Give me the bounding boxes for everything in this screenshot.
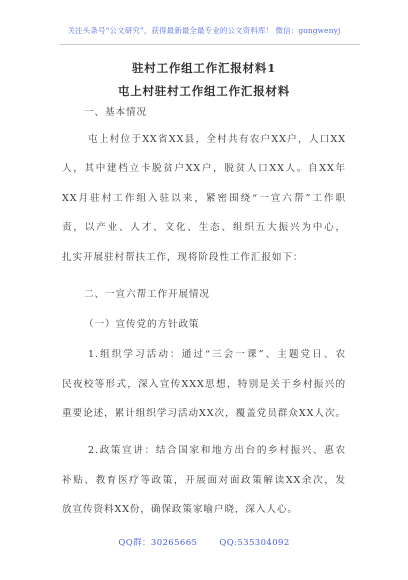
section-heading-basic: 一、基本情况 xyxy=(84,107,147,118)
header-banner: 关注头条号“公文研究”，获得最新最全最专业的公文资料库！ 微信：gongwenyj xyxy=(67,26,341,35)
paragraph-line: XX月驻村工作组入驻以来，紧密围绕“一宣六帮”工作职 xyxy=(62,193,346,204)
paragraph-line: 2.政策宣讲：结合国家和地方出台的乡村振兴、惠农 xyxy=(88,445,346,456)
paragraph-line: 放宣传资料XX份，确保政策家喻户晓，深入人心。 xyxy=(62,504,298,515)
paragraph-line: 1.组织学习活动：通过“三会一课”、主题党日、农 xyxy=(88,349,346,360)
paragraph-line: 补贴、教育医疗等政策，开展面对面政策解读XX余次，发 xyxy=(62,475,346,486)
paragraph-line: 民夜校等形式，深入宣传XXX思想，特别是关于乡村振兴的 xyxy=(62,379,346,390)
footer-qq-group: QQ群：30265665 xyxy=(118,538,198,548)
header-divider xyxy=(60,44,360,45)
document-subtitle: 屯上村驻村工作组工作汇报材料 xyxy=(117,84,291,98)
footer-qq-number: QQ:535304092 xyxy=(219,538,290,548)
paragraph-line: 责，以产业、人才、文化、生态、组织五大振兴为中心， xyxy=(62,222,346,233)
footer-contact xyxy=(0,536,408,548)
paragraph-line: 重要论述，累计组织学习活动XX次，覆盖党员群众XX人次。 xyxy=(62,408,346,419)
paragraph-line: 屯上村位于XX省XX县，全村共有农户XX户，人口XX xyxy=(88,134,346,145)
section-heading-work: 二、一宣六帮工作开展情况 xyxy=(84,289,210,300)
subsection-heading: （一）宣传党的方针政策 xyxy=(84,319,200,330)
paragraph-line: 人，其中建档立卡脱贫户XX户，脱贫人口XX人。自XX年 xyxy=(62,163,346,174)
document-title: 驻村工作组工作汇报材料1 xyxy=(131,61,277,75)
paragraph-line: 扎实开展驻村帮扶工作，现将阶段性工作汇报如下： xyxy=(62,252,304,263)
